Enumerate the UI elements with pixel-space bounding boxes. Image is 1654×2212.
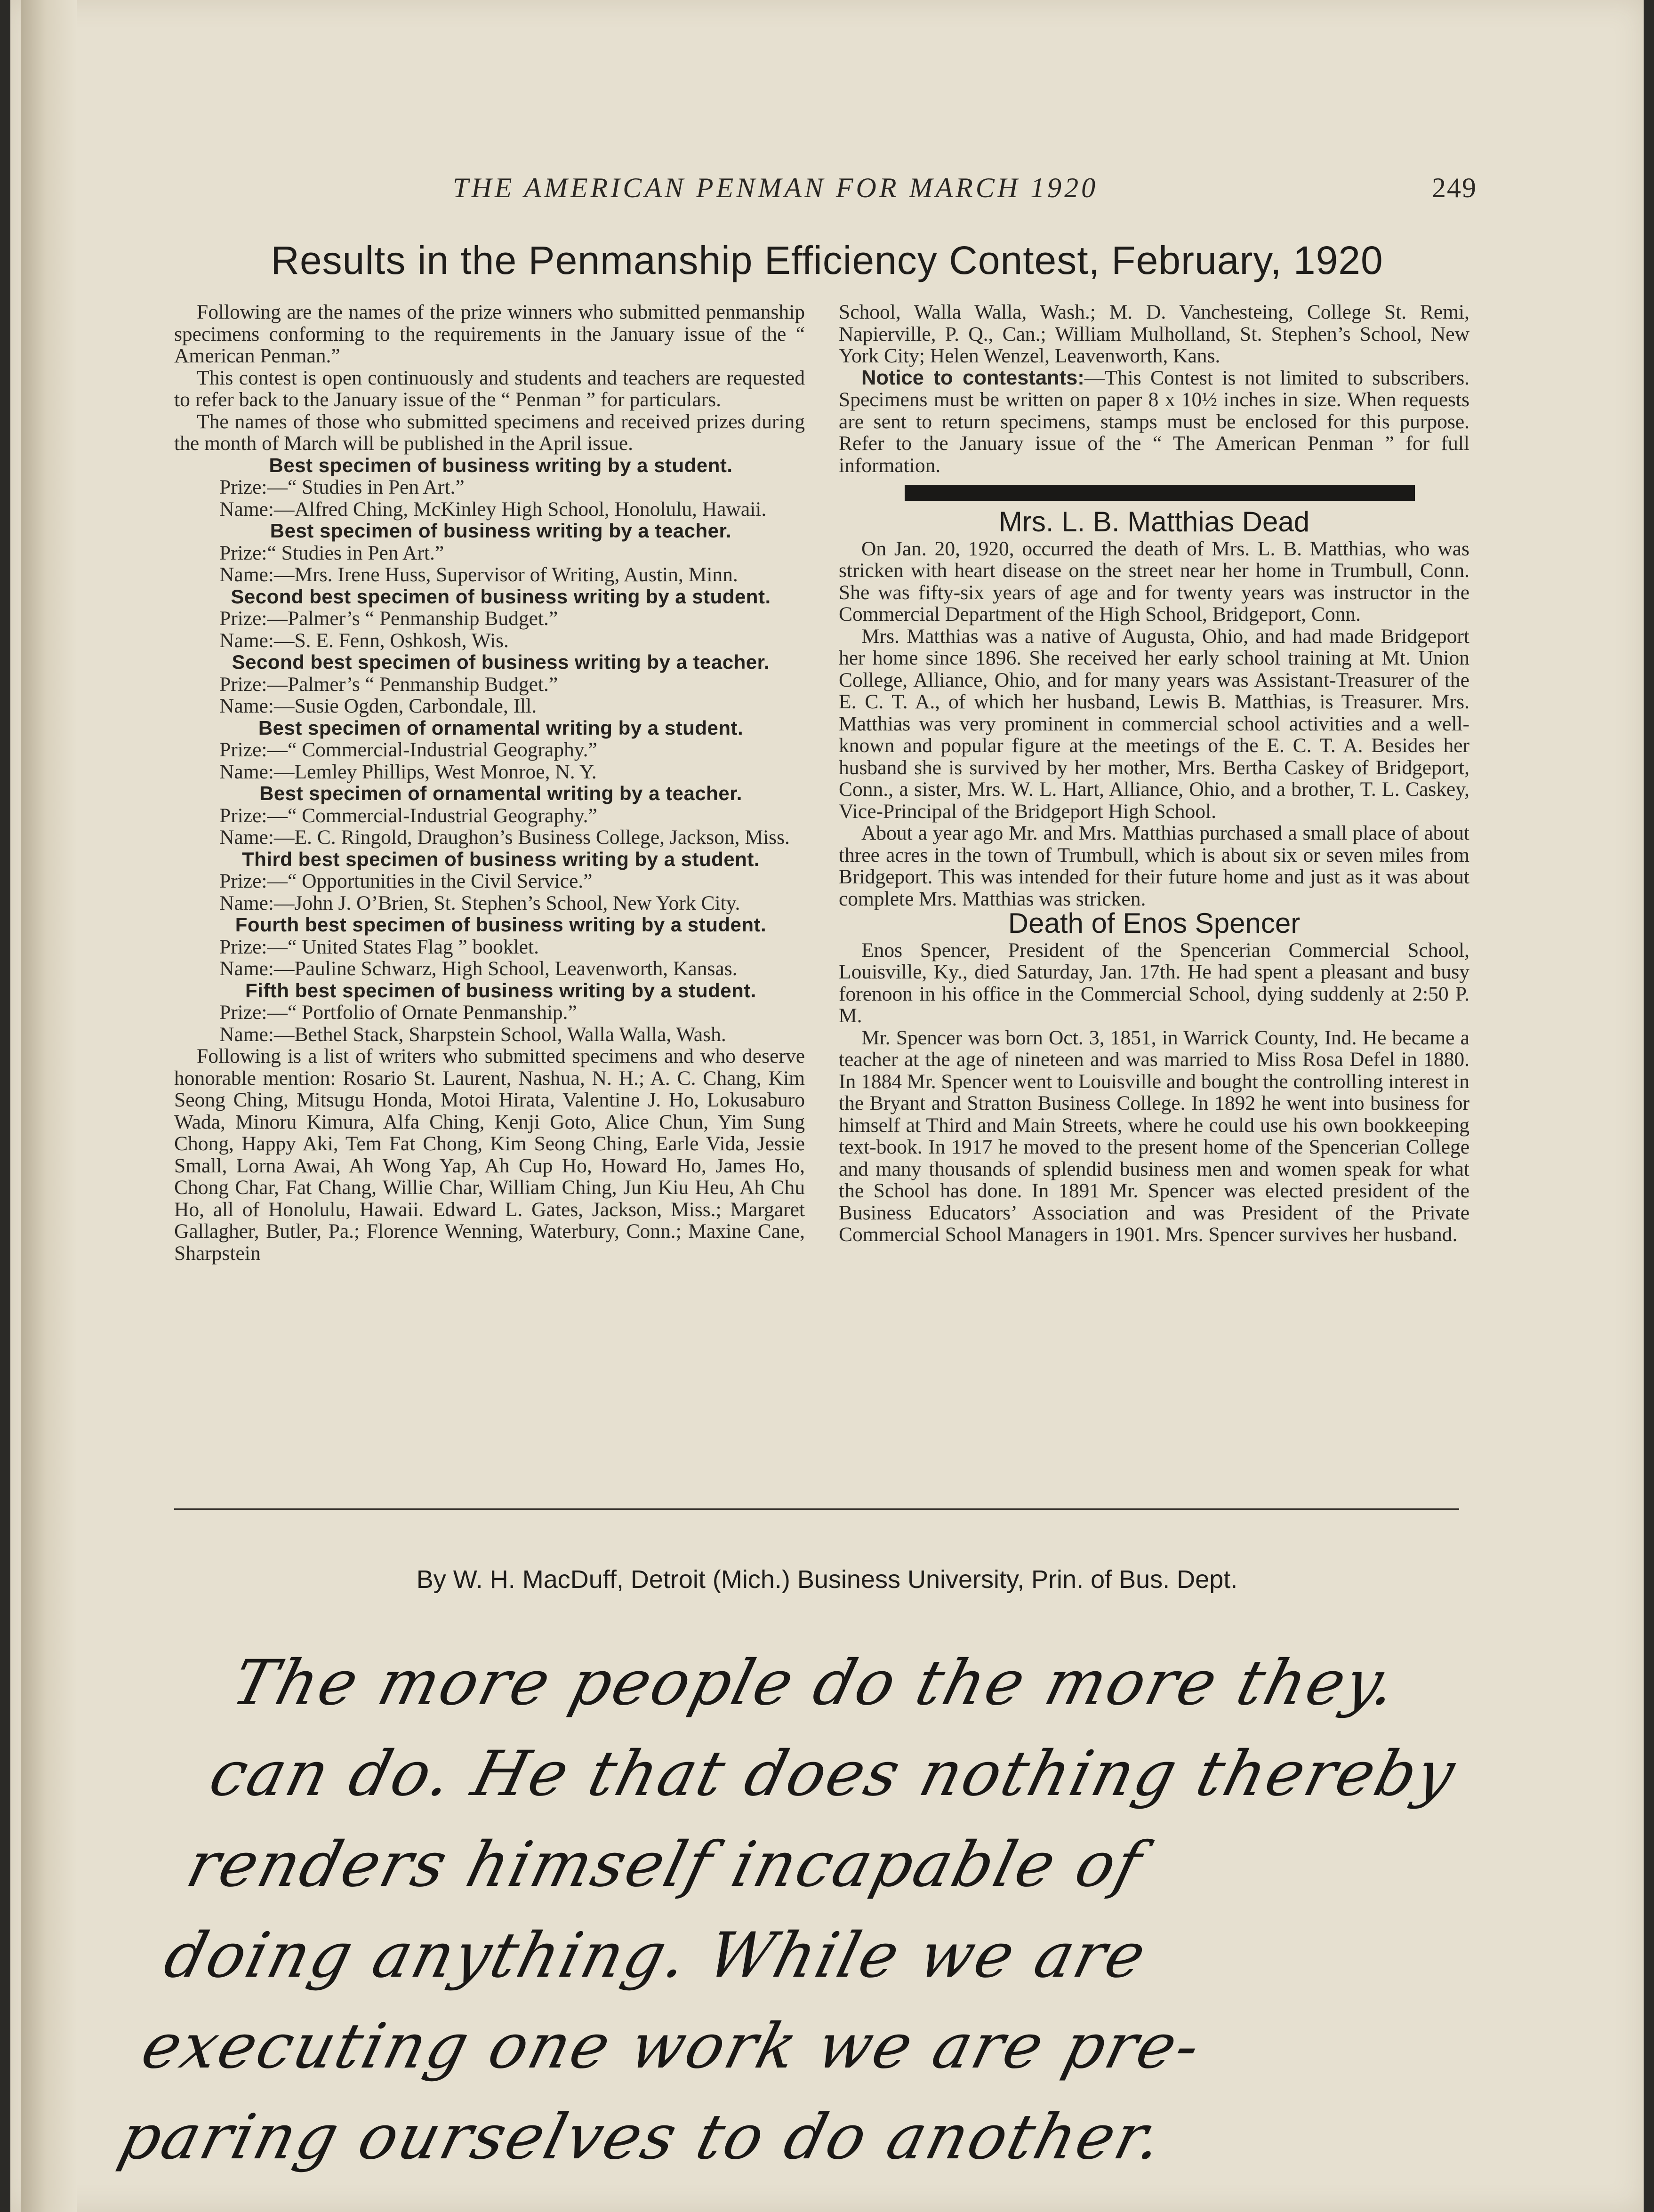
obituary-paragraph: On Jan. 20, 1920, occurred the death of Mrs. L. B. Matthias, who was stricken with heart disease on the street near her home in Trumbull, Conn. She was fifty-six years of age and for twenty years was instructor in the Commercial Department of the High School, Bridgeport, Conn.: [839, 537, 1469, 625]
award-entry: [174, 651, 805, 717]
award-prize: Prize:—“ Studies in Pen Art.”: [219, 476, 465, 498]
section-rule: [905, 485, 1415, 501]
award-prize: Prize:—“ Opportunities in the Civil Service.”: [219, 870, 593, 892]
obituary-paragraph: Mrs. Matthias was a native of Augusta, Ohio, and had made Bridgeport her home since 1896. She received her early school training at Mt. Union College, Alliance, Ohio, and for many years was Assistant-Treasurer of the E. C. T. A., of which her husband, Lewis B. Matthias, is Treasurer. Mrs. Matthias was very prominent in commercial school activities and a well-known and popular figure at the meetings of the E. C. T. A. Besides her husband she is survived by her mother, Mrs. Bertha Caskey of Bridgeport, Conn., a sister, Mrs. W. L. Hart, Alliance, Ohio, and a brother, T. L. Caskey, Vice-Principal of the Bridgeport High School.: [839, 625, 1469, 823]
award-heading: Second best specimen of business writing by a teacher.: [232, 651, 770, 673]
award-entry: [174, 783, 805, 849]
honorable-mention-continued: School, Walla Walla, Wash.; M. D. Vanchesteing, College St. Remi, Napierville, P. Q., Can.; William Mulholland, St. Stephen’s School, New York City; Helen Wenzel, Leavenworth, Kans.: [839, 301, 1469, 367]
obituary-title: Death of Enos Spencer: [1008, 907, 1301, 939]
script-line: renders himself incapable of: [180, 1828, 1151, 1901]
award-prize: Prize:“ Studies in Pen Art.”: [219, 541, 444, 564]
award-winner: Name:—S. E. Fenn, Oshkosh, Wis.: [219, 629, 509, 652]
award-heading: Second best specimen of business writing by a student.: [231, 585, 771, 608]
script-line: can do. He that does nothing thereby: [202, 1738, 1464, 1810]
award-prize: Prize:—“ Commercial-Industrial Geography.”: [219, 738, 597, 761]
right-column: [839, 301, 1469, 1246]
notice-paragraph: [839, 367, 1469, 477]
horizontal-divider: [174, 1508, 1459, 1510]
award-heading: Best specimen of ornamental writing by a teacher.: [259, 782, 742, 804]
script-line: paring ourselves to do another.: [112, 2101, 1172, 2173]
award-prize: Prize:—Palmer’s “ Penmanship Budget.”: [219, 673, 558, 696]
award-entry: [174, 980, 805, 1046]
award-heading: Third best specimen of business writing by a student.: [241, 848, 760, 870]
award-heading: Fourth best specimen of business writing by a student.: [235, 914, 767, 936]
award-prize: Prize:—Palmer’s “ Penmanship Budget.”: [219, 607, 558, 630]
script-line: executing one work we are pre-: [135, 2010, 1209, 2083]
article-title: Results in the Penmanship Efficiency Contest, February, 1920: [271, 238, 1383, 282]
penmanship-specimen: [110, 1638, 1464, 2183]
award-entry: [174, 914, 805, 980]
award-winner: Name:—Susie Ogden, Carbondale, Ill.: [219, 695, 537, 717]
penmanship-byline: By W. H. MacDuff, Detroit (Mich.) Business University, Prin. of Bus. Dept.: [416, 1565, 1238, 1594]
page-number: 249: [1432, 172, 1477, 203]
obituary-paragraph: About a year ago Mr. and Mrs. Matthias purchased a small place of about three acres in the town of Trumbull, which is about six or seven miles from Bridgeport. This was intended for their future home and just as it was about complete Mrs. Matthias was stricken.: [839, 822, 1469, 910]
intro-paragraph: Following are the names of the prize winners who submitted penmanship specimens conforming to the requirements in the January issue of the “ American Penman.”: [174, 301, 805, 367]
award-heading: Best specimen of ornamental writing by a student.: [258, 716, 744, 739]
award-heading: Best specimen of business writing by a teacher.: [270, 520, 732, 542]
notice-label: Notice to contestants:: [861, 366, 1084, 389]
award-winner: Name:—John J. O’Brien, St. Stephen’s School, New York City.: [219, 891, 740, 914]
award-entry: [174, 849, 805, 914]
award-entry: [174, 717, 805, 783]
award-entry: [174, 520, 805, 586]
award-winner: Name:—Pauline Schwarz, High School, Leavenworth, Kansas.: [219, 957, 738, 980]
magazine-page: [10, 0, 1644, 2212]
award-winner: Name:—Bethel Stack, Sharpstein School, Walla Walla, Wash.: [219, 1023, 726, 1046]
award-heading: Fifth best specimen of business writing by a student.: [245, 979, 756, 1002]
obituary-title: Mrs. L. B. Matthias Dead: [998, 506, 1310, 537]
left-column: [174, 301, 805, 1264]
running-head: THE AMERICAN PENMAN FOR MARCH 1920: [453, 172, 1099, 203]
script-line: doing anything. While we are: [157, 1919, 1155, 1992]
award-prize: Prize:—“ Commercial-Industrial Geography.”: [219, 804, 597, 827]
award-winner: Name:—Mrs. Irene Huss, Supervisor of Writing, Austin, Minn.: [219, 563, 738, 586]
award-heading: Best specimen of business writing by a student.: [269, 454, 733, 476]
award-prize: Prize:—“ Portfolio of Ornate Penmanship.”: [219, 1001, 577, 1024]
award-winner: Name:—Lemley Phillips, West Monroe, N. Y.: [219, 760, 597, 783]
award-winner: Name:—E. C. Ringold, Draughon’s Business College, Jackson, Miss.: [219, 826, 790, 849]
intro-paragraph: This contest is open continuously and students and teachers are requested to refer back to the January issue of the “ Penman ” for particulars.: [174, 366, 805, 411]
intro-paragraph: The names of those who submitted specimens and received prizes during the month of March will be published in the April issue.: [174, 410, 805, 455]
obituary-paragraph: Enos Spencer, President of the Spencerian Commercial School, Louisville, Ky., died Saturday, Jan. 17th. He had spent a pleasant and busy forenoon in his office in the Commercial School, dying suddenly at 2:50 P. M.: [839, 938, 1469, 1027]
award-entry: [174, 455, 805, 521]
award-prize: Prize:—“ United States Flag ” booklet.: [219, 935, 539, 958]
obituary-paragraph: Mr. Spencer was born Oct. 3, 1851, in Warrick County, Ind. He became a teacher at the age of nineteen and was married to Miss Rosa Defel in 1880. In 1884 Mr. Spencer went to Louisville and bought the controlling interest in the Bryant and Stratton Business College. In 1892 he went into business for himself at Third and Main Streets, where he could use his own bookkeeping text-book. In 1917 he moved to the present home of the Spencerian College and many thousands of splendid business men and women speak for what the School has done. In 1891 Mr. Spencer was elected president of the Business Educators’ Association and was President of the Private Commercial School Managers in 1901. Mrs. Spencer survives her husband.: [839, 1026, 1469, 1246]
binding-shadow: [21, 0, 77, 2212]
award-winner: Name:—Alfred Ching, McKinley High School, Honolulu, Hawaii.: [219, 497, 767, 521]
honorable-mention-paragraph: Following is a list of writers who submitted specimens and who deserve honorable mention: Rosario St. Laurent, Nashua, N. H.; A. C. Chang, Kim Seong Ching, Mitsugu Honda, Motoi Hirata, Valentine J. Ho, Lokusaburo Wada, Minoru Kimura, Alfa Ching, Kenji Goto, Alice Chun, Yim Sung Chong, Happy Aki, Tem Fat Chong, Kim Seong Ching, Earle Vida, Jessie Small, Lorna Awai, Ah Wong Yap, Ah Cup Ho, Howard Ho, James Ho, Chong Char, Fat Chang, Willie Char, William Ching, Jun Kiu Heu, Ah Chu Ho, all of Honolulu, Hawaii. Edward L. Gates, Jackson, Miss.; Margaret Gallagher, Butler, Pa.; Florence Wenning, Waterbury, Conn.; Maxine Cane, Sharpstein: [174, 1045, 805, 1265]
script-line: The more people do the more they.: [225, 1647, 1406, 1719]
award-entry: [174, 586, 805, 652]
notice-text: —This Contest is not limited to subscribers. Specimens must be written on paper 8 x 10½ inches in size. When requests are sent to return specimens, stamps must be enclosed for this purpose. Refer to the January issue of the “ The American Penman ” for full information.: [839, 366, 1469, 477]
